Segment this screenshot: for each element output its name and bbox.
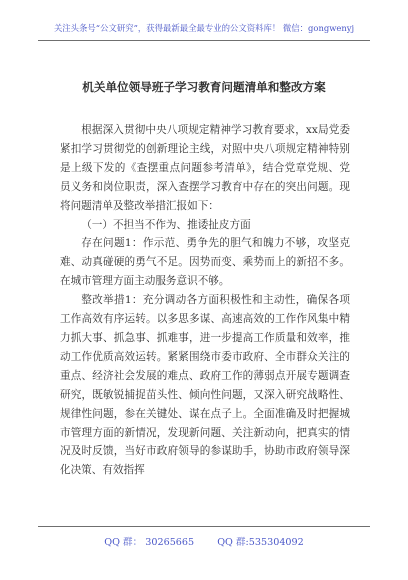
section-heading: （一）不担当不作为、推诿扯皮方面 — [81, 218, 251, 231]
document-body — [60, 121, 350, 480]
footer-qq-group-2: QQ 群:535304092 — [217, 537, 304, 548]
header-divider — [38, 40, 370, 41]
document-title: 机关单位领导班子学习教育问题清单和整改方案 — [82, 80, 326, 94]
intro-paragraph: 根据深入贯彻中央八项规定精神学习教育要求，xx局党委紧扣学习贯彻党的创新理论主线，对照中央八项规定精神特别是上级下发的《查摆重点问题参考清单》，结合党章党规、党员义务和岗位职责，深入查摆学习教育中存在的突出问题。现将问题清单及整改举措汇报如下： — [60, 124, 350, 212]
footer-contact — [0, 534, 408, 548]
measure-paragraph: 整改举措1：充分调动各方面积极性和主动性，确保各项工作高效有序运转。以多思多谋、高速高效的工作作风集中精力抓大事、抓急事、抓难事，进一步提高工作质量和效率，推动工作优质高效运转。紧紧围绕市委市政府、全市群众关注的重点、经济社会发展的难点、政府工作的薄弱点开展专题调查研究，既敏锐捕捉苗头性、倾向性问题，又深入研究战略性、规律性问题，参在关键处、谋在点子上。全面准确及时把握城市管理方面的新情况，发现新问题、关注新动向，把真实的情况及时反馈，当好市政府领导的参谋助手，协助市政府领导深化决策、有效指挥 — [60, 294, 350, 477]
header-watermark-note: 关注头条号“公文研究”，获得最新最全最专业的公文资料库！ 微信：gongwenyj — [53, 23, 355, 33]
footer-qq-group-1: QQ 群： 30265665 — [104, 537, 195, 548]
problem-paragraph: 存在问题1：作示范、勇争先的胆气和魄力不够，攻坚克难、动真碰硬的勇气不足。因势而变、乘势而上的新招不多。在城市管理方面主动服务意识不够。 — [60, 237, 350, 288]
footer-divider — [38, 526, 370, 527]
